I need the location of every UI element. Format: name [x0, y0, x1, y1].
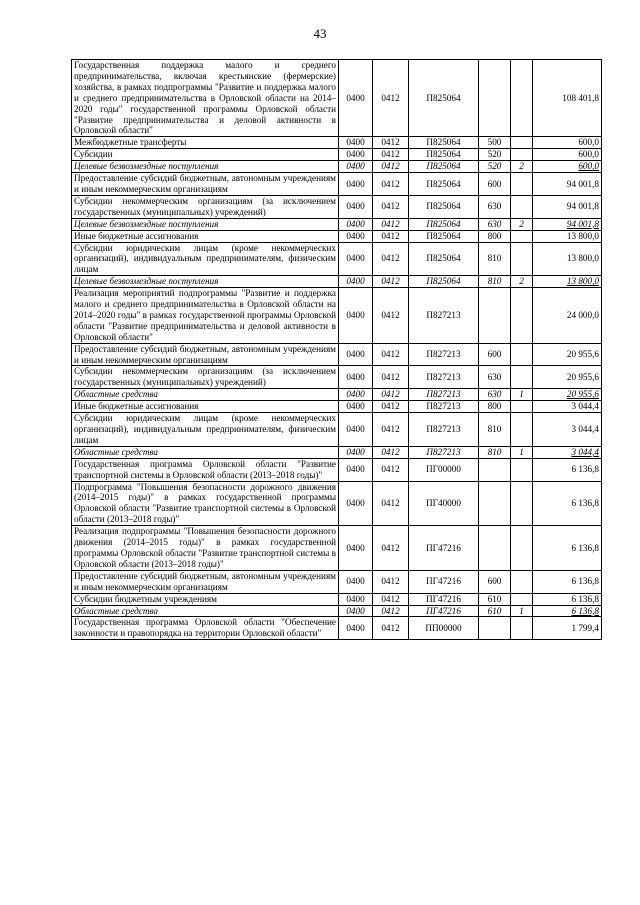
target-article-cell: П827213 — [409, 413, 479, 447]
amount-cell: 20 955,6 — [533, 343, 602, 366]
amount-cell: 3 044,4 — [533, 413, 602, 447]
funding-kind-cell — [511, 343, 533, 366]
target-article-cell: П825064 — [409, 173, 479, 196]
subsection-code-cell: 0412 — [373, 413, 409, 447]
target-article-cell: П825064 — [409, 230, 479, 242]
amount-cell: 3 044,4 — [533, 401, 602, 413]
item-name-cell: Реализация подпрограммы "Повышения безопасности дорожного движения (2014–2015 годы)" в рамках государственной программы Орловской области "Развитие транспортной системы в Орловской области (2013–2018 годы)" — [72, 526, 339, 571]
section-code-cell: 0400 — [339, 389, 373, 401]
amount-cell: 6 136,8 — [533, 605, 602, 617]
table-row — [72, 617, 602, 640]
expense-type-cell — [479, 458, 511, 481]
section-code-cell: 0400 — [339, 366, 373, 389]
subsection-code-cell: 0412 — [373, 218, 409, 230]
item-name-cell: Субсидии юридическим лицам (кроме некоммерческих организаций), индивидуальным предпринимателям, физическим лицам — [72, 413, 339, 447]
subsection-code-cell: 0412 — [373, 161, 409, 173]
table-row — [72, 526, 602, 571]
amount-cell: 3 044,4 — [533, 446, 602, 458]
item-name-cell: Предоставление субсидий бюджетным, автономным учреждениям и иным некоммерческим организациям — [72, 173, 339, 196]
item-name-cell: Областные средства — [72, 605, 339, 617]
funding-kind-cell — [511, 173, 533, 196]
target-article-cell: П825064 — [409, 137, 479, 149]
amount-cell: 13 800,0 — [533, 276, 602, 288]
item-name-cell: Государственная программа Орловской области "Обеспечение законности и правопорядка на территории Орловской области" — [72, 617, 339, 640]
table-row — [72, 389, 602, 401]
section-code-cell: 0400 — [339, 605, 373, 617]
expense-type-cell — [479, 60, 511, 137]
funding-kind-cell — [511, 617, 533, 640]
subsection-code-cell: 0412 — [373, 570, 409, 593]
expense-type-cell: 610 — [479, 605, 511, 617]
expense-type-cell: 610 — [479, 593, 511, 605]
item-name-cell: Иные бюджетные ассигнования — [72, 230, 339, 242]
funding-kind-cell — [511, 149, 533, 161]
target-article-cell: П825064 — [409, 218, 479, 230]
subsection-code-cell: 0412 — [373, 230, 409, 242]
target-article-cell: П827213 — [409, 288, 479, 344]
section-code-cell: 0400 — [339, 242, 373, 276]
section-code-cell: 0400 — [339, 617, 373, 640]
table-row — [72, 481, 602, 526]
item-name-cell: Целевые безвозмездные поступления — [72, 218, 339, 230]
subsection-code-cell: 0412 — [373, 401, 409, 413]
amount-cell: 94 001,8 — [533, 218, 602, 230]
amount-cell: 13 800,0 — [533, 242, 602, 276]
funding-kind-cell: 1 — [511, 389, 533, 401]
expense-type-cell: 810 — [479, 413, 511, 447]
expense-type-cell: 800 — [479, 230, 511, 242]
target-article-cell: ПГ47216 — [409, 593, 479, 605]
amount-cell: 108 401,8 — [533, 60, 602, 137]
amount-cell: 6 136,8 — [533, 593, 602, 605]
funding-kind-cell — [511, 401, 533, 413]
item-name-cell: Субсидии — [72, 149, 339, 161]
amount-cell: 20 955,6 — [533, 389, 602, 401]
page-number: 43 — [313, 26, 327, 41]
expense-type-cell: 520 — [479, 161, 511, 173]
target-article-cell: ПГ47216 — [409, 570, 479, 593]
funding-kind-cell — [511, 366, 533, 389]
subsection-code-cell: 0412 — [373, 195, 409, 218]
table-row — [72, 593, 602, 605]
expense-type-cell — [479, 526, 511, 571]
funding-kind-cell — [511, 570, 533, 593]
subsection-code-cell: 0412 — [373, 137, 409, 149]
budget-table-body — [72, 60, 602, 640]
table-row — [72, 446, 602, 458]
section-code-cell: 0400 — [339, 161, 373, 173]
section-code-cell: 0400 — [339, 173, 373, 196]
funding-kind-cell — [511, 481, 533, 526]
section-code-cell: 0400 — [339, 60, 373, 137]
subsection-code-cell: 0412 — [373, 173, 409, 196]
table-row — [72, 149, 602, 161]
table-row — [72, 161, 602, 173]
section-code-cell: 0400 — [339, 570, 373, 593]
amount-cell: 6 136,8 — [533, 481, 602, 526]
item-name-cell: Областные средства — [72, 446, 339, 458]
amount-cell: 20 955,6 — [533, 366, 602, 389]
expense-type-cell: 630 — [479, 218, 511, 230]
subsection-code-cell: 0412 — [373, 276, 409, 288]
target-article-cell: П825064 — [409, 149, 479, 161]
item-name-cell: Предоставление субсидий бюджетным, автономным учреждениям и иным некоммерческим организациям — [72, 343, 339, 366]
funding-kind-cell: 2 — [511, 218, 533, 230]
expense-type-cell: 810 — [479, 276, 511, 288]
item-name-cell: Целевые безвозмездные поступления — [72, 161, 339, 173]
table-row — [72, 195, 602, 218]
target-article-cell: П827213 — [409, 366, 479, 389]
item-name-cell: Субсидии некоммерческим организациям (за исключением государственных (муниципальных) учреждений) — [72, 195, 339, 218]
subsection-code-cell: 0412 — [373, 458, 409, 481]
section-code-cell: 0400 — [339, 288, 373, 344]
table-row — [72, 60, 602, 137]
amount-cell: 24 000,0 — [533, 288, 602, 344]
expense-type-cell: 800 — [479, 401, 511, 413]
item-name-cell: Государственная поддержка малого и среднего предпринимательства, включая крестьянские (фермерские) хозяйства, в рамках подпрограммы "Развитие и поддержка малого и среднего предпринимательства в Орловской области на 2014–2020 годы" государственной программы Орловской области "Развитие предпринимательства и деловой активности в Орловской области" — [72, 60, 339, 137]
target-article-cell: П827213 — [409, 389, 479, 401]
expense-type-cell: 810 — [479, 242, 511, 276]
funding-kind-cell — [511, 593, 533, 605]
section-code-cell: 0400 — [339, 526, 373, 571]
target-article-cell: П825064 — [409, 60, 479, 137]
item-name-cell: Целевые безвозмездные поступления — [72, 276, 339, 288]
funding-kind-cell — [511, 242, 533, 276]
amount-cell: 94 001,8 — [533, 173, 602, 196]
item-name-cell: Субсидии некоммерческим организациям (за исключением государственных (муниципальных) учреждений) — [72, 366, 339, 389]
subsection-code-cell: 0412 — [373, 343, 409, 366]
expense-type-cell: 520 — [479, 149, 511, 161]
section-code-cell: 0400 — [339, 401, 373, 413]
expense-type-cell: 600 — [479, 570, 511, 593]
target-article-cell: ПГ40000 — [409, 481, 479, 526]
section-code-cell: 0400 — [339, 446, 373, 458]
amount-cell: 13 800,0 — [533, 230, 602, 242]
target-article-cell: ПП00000 — [409, 617, 479, 640]
section-code-cell: 0400 — [339, 137, 373, 149]
item-name-cell: Субсидии юридическим лицам (кроме некоммерческих организаций), индивидуальным предпринимателям, физическим лицам — [72, 242, 339, 276]
subsection-code-cell: 0412 — [373, 605, 409, 617]
section-code-cell: 0400 — [339, 195, 373, 218]
amount-cell: 600,0 — [533, 161, 602, 173]
item-name-cell: Реализация мероприятий подпрограммы "Развитие и поддержка малого и среднего предпринимательства в Орловской области на 2014–2020 годы" в рамках государственной программы Орловской области "Развитие предпринимательства и деловой активности в Орловской области" — [72, 288, 339, 344]
funding-kind-cell — [511, 230, 533, 242]
subsection-code-cell: 0412 — [373, 389, 409, 401]
amount-cell: 600,0 — [533, 149, 602, 161]
funding-kind-cell — [511, 60, 533, 137]
amount-cell: 600,0 — [533, 137, 602, 149]
item-name-cell: Иные бюджетные ассигнования — [72, 401, 339, 413]
table-row — [72, 343, 602, 366]
expense-type-cell: 600 — [479, 173, 511, 196]
funding-kind-cell: 2 — [511, 276, 533, 288]
funding-kind-cell — [511, 526, 533, 571]
table-row — [72, 458, 602, 481]
target-article-cell: ПГ47216 — [409, 526, 479, 571]
amount-cell: 1 799,4 — [533, 617, 602, 640]
expense-type-cell — [479, 481, 511, 526]
subsection-code-cell: 0412 — [373, 446, 409, 458]
target-article-cell: ПГ47216 — [409, 605, 479, 617]
target-article-cell: П825064 — [409, 161, 479, 173]
amount-cell: 94 001,8 — [533, 195, 602, 218]
subsection-code-cell: 0412 — [373, 288, 409, 344]
item-name-cell: Предоставление субсидий бюджетным, автономным учреждениям и иным некоммерческим организациям — [72, 570, 339, 593]
expense-type-cell: 630 — [479, 366, 511, 389]
funding-kind-cell — [511, 137, 533, 149]
item-name-cell: Подпрограмма "Повышения безопасности дорожного движения (2014–2015 годы)" в рамках государственной программы Орловской области "Развитие транспортной системы в Орловской области (2013–2018 годы)" — [72, 481, 339, 526]
amount-cell: 6 136,8 — [533, 570, 602, 593]
section-code-cell: 0400 — [339, 276, 373, 288]
funding-kind-cell — [511, 288, 533, 344]
section-code-cell: 0400 — [339, 458, 373, 481]
section-code-cell: 0400 — [339, 413, 373, 447]
expense-type-cell — [479, 288, 511, 344]
target-article-cell: П827213 — [409, 401, 479, 413]
table-row — [72, 230, 602, 242]
amount-cell: 6 136,8 — [533, 458, 602, 481]
target-article-cell: П825064 — [409, 195, 479, 218]
section-code-cell: 0400 — [339, 343, 373, 366]
target-article-cell: ПГ00000 — [409, 458, 479, 481]
funding-kind-cell — [511, 413, 533, 447]
table-row — [72, 570, 602, 593]
expense-type-cell: 500 — [479, 137, 511, 149]
amount-cell: 6 136,8 — [533, 526, 602, 571]
subsection-code-cell: 0412 — [373, 60, 409, 137]
table-row — [72, 288, 602, 344]
item-name-cell: Субсидии бюджетным учреждениям — [72, 593, 339, 605]
table-row — [72, 137, 602, 149]
table-row — [72, 218, 602, 230]
item-name-cell: Областные средства — [72, 389, 339, 401]
table-row — [72, 173, 602, 196]
table-row — [72, 242, 602, 276]
subsection-code-cell: 0412 — [373, 526, 409, 571]
budget-table — [71, 59, 602, 640]
expense-type-cell: 630 — [479, 195, 511, 218]
funding-kind-cell — [511, 195, 533, 218]
section-code-cell: 0400 — [339, 218, 373, 230]
subsection-code-cell: 0412 — [373, 481, 409, 526]
expense-type-cell: 600 — [479, 343, 511, 366]
section-code-cell: 0400 — [339, 593, 373, 605]
section-code-cell: 0400 — [339, 230, 373, 242]
table-row — [72, 366, 602, 389]
subsection-code-cell: 0412 — [373, 617, 409, 640]
subsection-code-cell: 0412 — [373, 149, 409, 161]
item-name-cell: Межбюджетные трансферты — [72, 137, 339, 149]
section-code-cell: 0400 — [339, 481, 373, 526]
funding-kind-cell: 1 — [511, 605, 533, 617]
item-name-cell: Государственная программа Орловской области "Развитие транспортной системы в Орловской области (2013–2018 годы)" — [72, 458, 339, 481]
funding-kind-cell: 1 — [511, 446, 533, 458]
target-article-cell: П825064 — [409, 242, 479, 276]
target-article-cell: П827213 — [409, 446, 479, 458]
expense-type-cell: 810 — [479, 446, 511, 458]
funding-kind-cell: 2 — [511, 161, 533, 173]
section-code-cell: 0400 — [339, 149, 373, 161]
subsection-code-cell: 0412 — [373, 242, 409, 276]
expense-type-cell: 630 — [479, 389, 511, 401]
table-row — [72, 276, 602, 288]
table-row — [72, 413, 602, 447]
subsection-code-cell: 0412 — [373, 366, 409, 389]
expense-type-cell — [479, 617, 511, 640]
subsection-code-cell: 0412 — [373, 593, 409, 605]
table-row — [72, 605, 602, 617]
target-article-cell: П825064 — [409, 276, 479, 288]
target-article-cell: П827213 — [409, 343, 479, 366]
table-row — [72, 401, 602, 413]
funding-kind-cell — [511, 458, 533, 481]
